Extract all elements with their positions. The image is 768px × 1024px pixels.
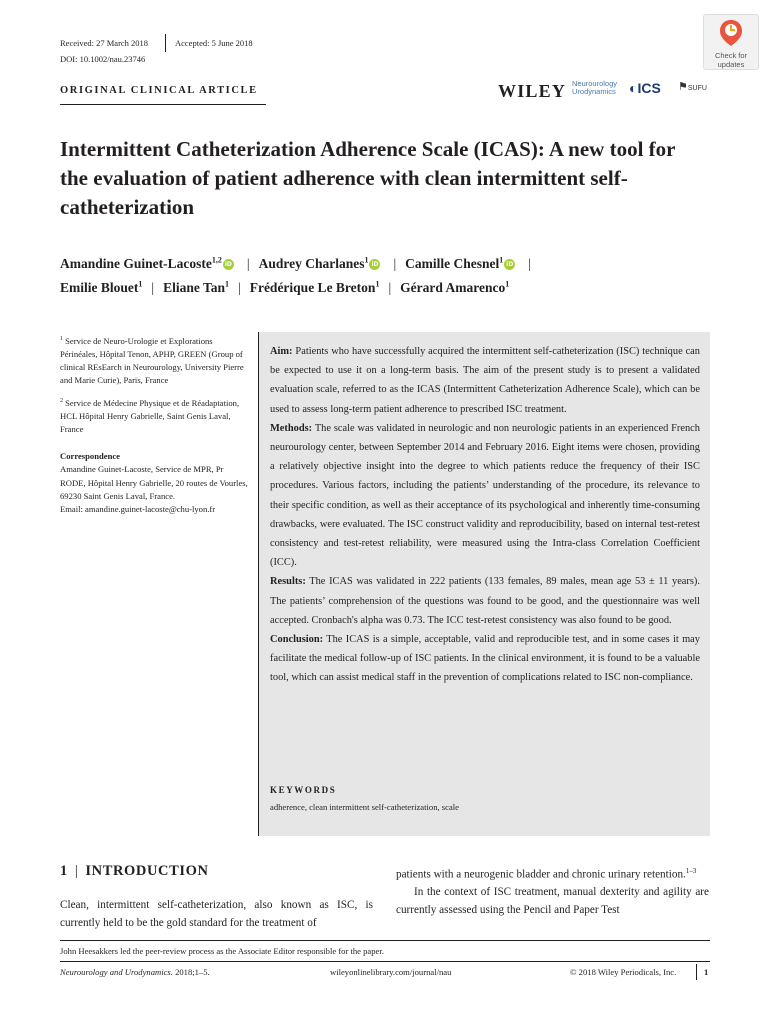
conclusion-label: Conclusion: <box>270 634 324 646</box>
doi[interactable]: DOI: 10.1002/nau.23746 <box>60 54 146 64</box>
orcid-icon[interactable]: iD <box>371 261 379 269</box>
abstract-conclusion <box>270 630 700 688</box>
keywords-heading: KEYWORDS <box>270 785 337 795</box>
sufu-logo <box>678 80 707 93</box>
check-updates-icon <box>718 19 744 47</box>
author-affiliation-number: 1,2 <box>211 255 222 265</box>
affiliation-2 <box>60 395 250 436</box>
author-affiliation-number: 1 <box>138 279 143 289</box>
intro-col2 <box>396 863 709 919</box>
footer-citation <box>60 967 210 977</box>
journal-logo <box>572 80 617 96</box>
received-date: Received: 27 March 2018 <box>60 38 149 48</box>
correspondence-heading <box>60 450 250 463</box>
footer-copyright: © 2018 Wiley Periodicals, Inc. <box>570 967 677 977</box>
correspondence-heading-text: Correspondence <box>60 451 120 462</box>
author-affiliation-number: 1 <box>225 279 229 289</box>
page-number: 1 <box>704 967 709 977</box>
footnote-rule <box>60 940 710 941</box>
check-for-updates-badge[interactable] <box>703 14 759 70</box>
keywords: adherence, clean intermittent self-catheterization, scale <box>270 802 459 812</box>
author-separator: | <box>528 256 531 271</box>
correspondence-address: Amandine Guinet-Lacoste, Service de MPR, Pr RODE, Hôpital Henry Gabrielle, 20 routes de Vourles, 69230 Saint Genis Laval, France. <box>60 464 248 501</box>
author[interactable] <box>259 256 385 271</box>
author-list <box>60 252 720 300</box>
section-separator: | <box>74 863 79 879</box>
author-affiliation-number: 1 <box>505 279 510 289</box>
intro-col1: Clean, intermittent self-catheterization, also known as ISC, is currently held to be the gold standard for the treatment of <box>60 899 373 929</box>
affiliation-1-number: 1 <box>60 336 63 342</box>
footer-journal: Neurourology and Urodynamics. <box>60 967 173 977</box>
intro-col2-p2: In the context of ISC treatment, manual dexterity and agility are currently assessed using the Pencil and Paper Test <box>396 886 709 916</box>
sufu-logo-text: SUFU <box>687 85 707 92</box>
affiliations <box>60 333 250 516</box>
ics-logo-text: ICS <box>637 80 661 96</box>
affiliation-2-number: 2 <box>60 397 63 404</box>
intro-col2-p1 <box>396 863 709 884</box>
author-separator: | <box>238 280 241 295</box>
section-heading-introduction <box>60 863 209 880</box>
author-name: Camille Chesnel <box>405 256 500 271</box>
results-text: The ICAS was validated in 222 patients (133 females, 89 males, mean age 53 ± 11 years). The patients’ comprehension of the questions was found to be good, and the questionnaire was well accepted. Cronbach's alpha was 0.73. The ICC test-retest consistency was also found to be good. <box>270 576 700 626</box>
orcid-icon[interactable]: iD <box>506 261 514 269</box>
author-affiliation-number: 1 <box>375 279 380 289</box>
abstract-methods <box>270 419 700 573</box>
sufu-flag-icon: ⚑ <box>678 81 688 93</box>
article-type: ORIGINAL CLINICAL ARTICLE <box>60 85 258 96</box>
author[interactable] <box>60 256 238 271</box>
citation-ref[interactable]: 1–3 <box>685 867 697 875</box>
author-separator: | <box>393 256 397 271</box>
author-line <box>60 252 720 276</box>
abstract-aim <box>270 342 700 419</box>
methods-label: Methods: <box>270 422 313 434</box>
affiliation-1 <box>60 333 250 388</box>
conclusion-text: The ICAS is a simple, acceptable, valid and reproducible test, and in some cases it may facilitate the medical follow-up of ISC patients. In the clinical environment, it is found to be a valuable tool, which can assist medical staff in the prevention of complications related to ISC non-compliance. <box>270 634 700 684</box>
abstract <box>270 342 700 688</box>
affiliation-2-text: Service de Médecine Physique et de Réadaptation, HCL Hôpital Henry Gabrielle, Saint Genis Laval, France <box>60 397 240 434</box>
intro-col2-p1-text: patients with a neurogenic bladder and chronic urinary retention. <box>396 868 686 881</box>
author-name: Emilie Blouet <box>60 280 139 295</box>
journal-logo-line1: Neurourology <box>572 79 618 88</box>
author-separator: | <box>388 280 392 295</box>
author-name: Eliane Tan <box>163 280 225 295</box>
footer-year-pages: 2018;1–5. <box>175 967 210 977</box>
author-name: Amandine Guinet-Lacoste <box>60 256 212 271</box>
author-separator: | <box>151 280 155 295</box>
author-line <box>60 276 720 300</box>
ics-logo <box>629 80 661 96</box>
check-updates-label: Check for updates <box>714 51 748 69</box>
footer-rule <box>60 961 710 962</box>
footer-divider <box>696 964 697 980</box>
section-number: 1 <box>60 863 68 879</box>
author-separator: | <box>246 256 250 271</box>
footnote: John Heesakkers led the peer-review process as the Associate Editor responsible for the paper. <box>60 946 384 956</box>
aim-text: Patients who have successfully acquired the intermittent self-catheterization (ISC) technique can be expected to use it on a long-term basis. The aim of the present study is to present a validated evaluation scale, referred to as the ICAS (Intermittent Catheterization Adherence Scale), which can be used to assess long-term patient adherence to prescribed ISC treatment. <box>270 346 700 415</box>
abstract-left-border <box>258 332 259 836</box>
author-name: Frédérique Le Breton <box>249 280 376 295</box>
article-type-rule <box>60 104 266 105</box>
author[interactable] <box>400 280 509 295</box>
orcid-icon[interactable]: iD <box>224 261 232 269</box>
accepted-date: Accepted: 5 June 2018 <box>175 38 253 48</box>
aim-label: Aim: <box>270 346 293 357</box>
author[interactable] <box>405 256 519 271</box>
section-title: INTRODUCTION <box>85 863 209 879</box>
wiley-logo: WILEY <box>498 81 567 101</box>
header-divider <box>165 34 166 52</box>
correspondence-email[interactable]: Email: amandine.guinet-lacoste@chu-lyon.fr <box>60 503 216 514</box>
article-title: Intermittent Catheterization Adherence Scale (ICAS): A new tool for the evaluation of patient adherence with clean intermittent self-catheterization <box>60 137 676 219</box>
author[interactable] <box>250 280 380 295</box>
author-affiliation-number: 1 <box>364 255 369 265</box>
ics-logo-mark-icon: ◐ <box>629 80 638 96</box>
methods-text: The scale was validated in neurologic and non neurologic patients in an experienced French neurourology center, between September 2014 and February 2016. Eight items were chosen, providing a relatively objective insight into the degree to which patients reduce the frequency of their ISC procedures. Various factors, including the patients’ understanding of the procedure, its relevance to their specific condition, as well as their acceptance of its psychological and inherently time-consuming drawbacks, were evaluated. The ISC construct validity and reproducibility, based on internal test-retest consistency and test-retest reliability, were measured using the Intra-class Correlation Coefficient (ICC). <box>270 422 700 569</box>
author-name: Audrey Charlanes <box>258 256 365 271</box>
affiliation-1-text: Service de Neuro-Urologie et Explorations Périnéales, Hôpital Tenon, APHP, GREEN (Group of clinical REsEarch in Neurourology, University Pierre and Marie Curie), Paris, France <box>60 335 244 386</box>
author-affiliation-number: 1 <box>499 255 504 265</box>
journal-logo-line2: Urodynamics <box>572 87 616 96</box>
footer-url[interactable]: wileyonlinelibrary.com/journal/nau <box>330 967 452 977</box>
author-name: Gérard Amarenco <box>400 280 506 295</box>
results-label: Results: <box>270 576 306 588</box>
author[interactable] <box>163 280 229 295</box>
abstract-results <box>270 572 700 630</box>
author[interactable] <box>60 280 142 295</box>
